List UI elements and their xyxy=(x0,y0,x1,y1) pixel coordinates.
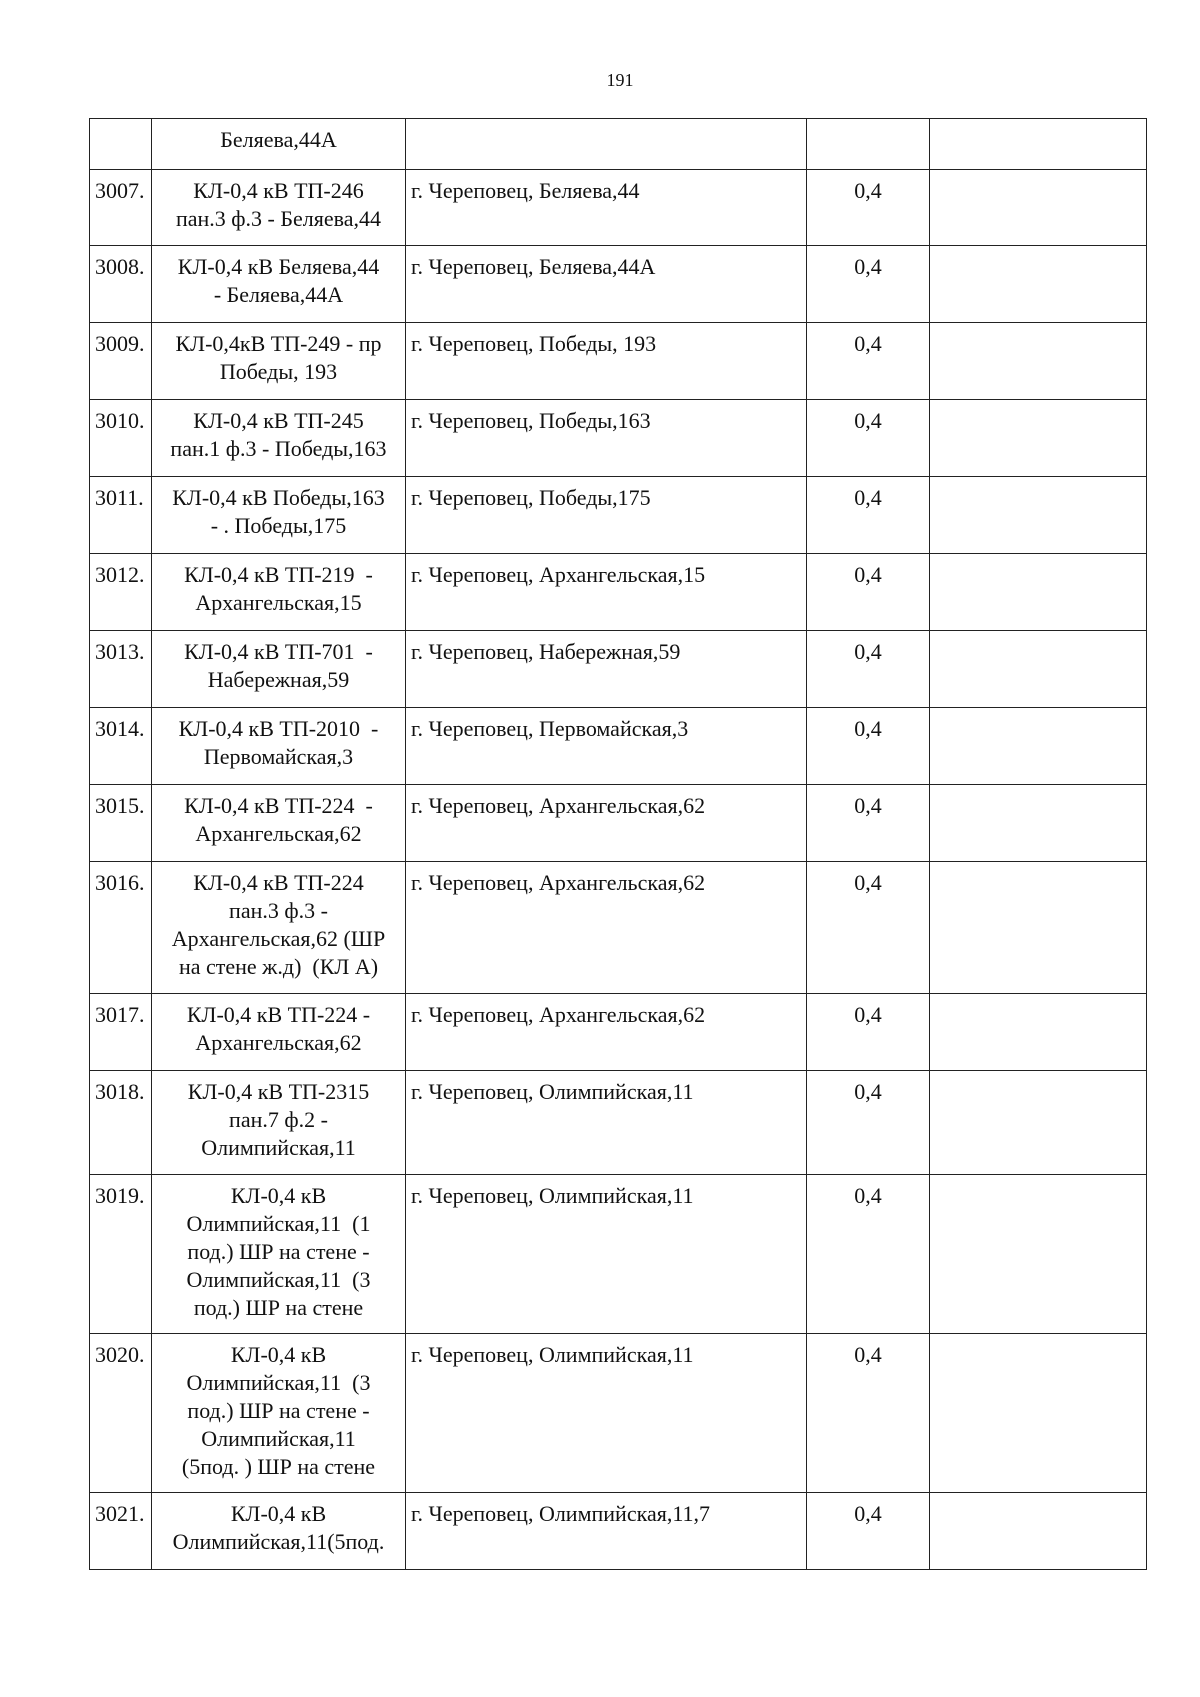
row-number-text: 3019. xyxy=(95,1183,145,1208)
row-number-cell xyxy=(90,1071,152,1175)
line-name-cell xyxy=(152,631,406,708)
address-cell xyxy=(406,785,807,862)
address-text: г. Череповец, Олимпийская,11,7 xyxy=(411,1501,711,1526)
row-number-cell xyxy=(90,170,152,246)
row-number-text: 3018. xyxy=(95,1079,145,1104)
voltage-text: 0,4 xyxy=(854,331,882,356)
table-row xyxy=(90,1334,1147,1493)
voltage-text: 0,4 xyxy=(854,562,882,587)
voltage-cell xyxy=(807,477,930,554)
voltage-text: 0,4 xyxy=(854,639,882,664)
address-text: г. Череповец, Победы,175 xyxy=(411,485,651,510)
voltage-text: 0,4 xyxy=(854,870,882,895)
address-cell xyxy=(406,1175,807,1334)
row-number-text: 3015. xyxy=(95,793,145,818)
voltage-cell xyxy=(807,400,930,477)
extra-cell xyxy=(930,170,1147,246)
address-text: г. Череповец, Первомайская,3 xyxy=(411,716,689,741)
extra-cell xyxy=(930,554,1147,631)
row-number-text: 3013. xyxy=(95,639,145,664)
voltage-cell xyxy=(807,1334,930,1493)
line-name-text: КЛ-0,4 кВ Беляева,44 - Беляева,44А xyxy=(177,254,380,307)
row-number-text: 3014. xyxy=(95,716,145,741)
table-row xyxy=(90,1071,1147,1175)
line-name-text: КЛ-0,4 кВ ТП-224 - Архангельская,62 xyxy=(184,793,373,846)
voltage-text: 0,4 xyxy=(854,1079,882,1104)
table-row xyxy=(90,400,1147,477)
extra-cell xyxy=(930,708,1147,785)
extra-cell xyxy=(930,1493,1147,1570)
line-name-cell xyxy=(152,785,406,862)
table-row xyxy=(90,631,1147,708)
address-cell xyxy=(406,323,807,400)
table-row xyxy=(90,708,1147,785)
line-name-cell xyxy=(152,119,406,170)
line-name-cell xyxy=(152,708,406,785)
line-name-cell xyxy=(152,1071,406,1175)
voltage-cell xyxy=(807,1493,930,1570)
row-number-cell xyxy=(90,1334,152,1493)
address-text: г. Череповец, Олимпийская,11 xyxy=(411,1342,694,1367)
extra-cell xyxy=(930,400,1147,477)
table-body xyxy=(90,119,1147,1570)
extra-cell xyxy=(930,631,1147,708)
voltage-text: 0,4 xyxy=(854,254,882,279)
voltage-cell xyxy=(807,1071,930,1175)
extra-cell xyxy=(930,477,1147,554)
line-name-text: КЛ-0,4 кВ ТП-2010 - Первомайская,3 xyxy=(178,716,379,769)
voltage-cell xyxy=(807,119,930,170)
row-number-text: 3016. xyxy=(95,870,145,895)
address-text: г. Череповец, Архангельская,15 xyxy=(411,562,706,587)
line-name-text: КЛ-0,4 кВ ТП-224 пан.3 ф.3 - Архангельская,62 (ШР на стене ж.д) (КЛ А) xyxy=(171,870,386,979)
address-cell xyxy=(406,119,807,170)
address-text: г. Череповец, Олимпийская,11 xyxy=(411,1183,694,1208)
row-number-cell xyxy=(90,631,152,708)
voltage-text: 0,4 xyxy=(854,178,882,203)
line-name-text: КЛ-0,4 кВ ТП-219 - Архангельская,15 xyxy=(184,562,373,615)
table-row xyxy=(90,785,1147,862)
row-number-cell xyxy=(90,785,152,862)
voltage-text: 0,4 xyxy=(854,716,882,741)
line-name-cell xyxy=(152,477,406,554)
address-cell xyxy=(406,400,807,477)
table-row xyxy=(90,246,1147,323)
row-number-text: 3008. xyxy=(95,254,145,279)
extra-cell xyxy=(930,246,1147,323)
row-number-text: 3017. xyxy=(95,1002,145,1027)
table-row xyxy=(90,119,1147,170)
table-row xyxy=(90,994,1147,1071)
line-name-cell xyxy=(152,1175,406,1334)
extra-cell xyxy=(930,1071,1147,1175)
row-number-text: 3010. xyxy=(95,408,145,433)
row-number-cell xyxy=(90,994,152,1071)
extra-cell xyxy=(930,323,1147,400)
table-row xyxy=(90,323,1147,400)
row-number-cell xyxy=(90,708,152,785)
row-number-text: 3011. xyxy=(95,485,144,510)
voltage-text: 0,4 xyxy=(854,793,882,818)
row-number-cell xyxy=(90,554,152,631)
address-text: г. Череповец, Архангельская,62 xyxy=(411,1002,706,1027)
line-name-text: КЛ-0,4 кВ ТП-245 пан.1 ф.3 - Победы,163 xyxy=(170,408,387,461)
table-row xyxy=(90,862,1147,994)
line-name-cell xyxy=(152,862,406,994)
address-cell xyxy=(406,862,807,994)
row-number-cell xyxy=(90,246,152,323)
row-number-text: 3007. xyxy=(95,178,145,203)
line-name-text: Беляева,44А xyxy=(220,127,337,152)
line-name-text: КЛ-0,4 кВ ТП-2315 пан.7 ф.2 - Олимпийская,11 xyxy=(187,1079,370,1160)
address-cell xyxy=(406,1334,807,1493)
address-text: г. Череповец, Беляева,44А xyxy=(411,254,656,279)
voltage-cell xyxy=(807,862,930,994)
line-name-cell xyxy=(152,994,406,1071)
line-name-cell xyxy=(152,554,406,631)
address-text: г. Череповец, Беляева,44 xyxy=(411,178,640,203)
voltage-cell xyxy=(807,631,930,708)
line-name-cell xyxy=(152,170,406,246)
table-row xyxy=(90,1493,1147,1570)
voltage-cell xyxy=(807,323,930,400)
row-number-cell xyxy=(90,400,152,477)
voltage-text: 0,4 xyxy=(854,1002,882,1027)
line-name-cell xyxy=(152,1334,406,1493)
voltage-cell xyxy=(807,554,930,631)
address-cell xyxy=(406,708,807,785)
line-name-cell xyxy=(152,246,406,323)
extra-cell xyxy=(930,994,1147,1071)
row-number-cell xyxy=(90,323,152,400)
cable-lines-table xyxy=(89,118,1147,1570)
table-row xyxy=(90,1175,1147,1334)
line-name-cell xyxy=(152,323,406,400)
line-name-text: КЛ-0,4 кВ Победы,163 - . Победы,175 xyxy=(172,485,385,538)
address-text: г. Череповец, Набережная,59 xyxy=(411,639,681,664)
row-number-text: 3009. xyxy=(95,331,145,356)
line-name-text: КЛ-0,4 кВ Олимпийская,11(5под. xyxy=(172,1501,385,1554)
extra-cell xyxy=(930,785,1147,862)
voltage-text: 0,4 xyxy=(854,1501,882,1526)
row-number-text: 3020. xyxy=(95,1342,145,1367)
address-cell xyxy=(406,477,807,554)
voltage-cell xyxy=(807,708,930,785)
line-name-text: КЛ-0,4 кВ Олимпийская,11 (1 под.) ШР на стене - Олимпийская,11 (3 под.) ШР на стене xyxy=(186,1183,371,1320)
extra-cell xyxy=(930,1175,1147,1334)
extra-cell xyxy=(930,119,1147,170)
voltage-text: 0,4 xyxy=(854,1342,882,1367)
line-name-cell xyxy=(152,1493,406,1570)
table-row xyxy=(90,170,1147,246)
row-number-cell xyxy=(90,1493,152,1570)
page-number: 191 xyxy=(606,70,634,90)
line-name-text: КЛ-0,4 кВ ТП-246 пан.3 ф.3 - Беляева,44 xyxy=(175,178,381,231)
address-cell xyxy=(406,1071,807,1175)
voltage-cell xyxy=(807,994,930,1071)
voltage-text: 0,4 xyxy=(854,1183,882,1208)
address-text: г. Череповец, Победы,163 xyxy=(411,408,651,433)
address-cell xyxy=(406,246,807,323)
row-number-cell xyxy=(90,119,152,170)
line-name-cell xyxy=(152,400,406,477)
voltage-cell xyxy=(807,170,930,246)
voltage-cell xyxy=(807,1175,930,1334)
row-number-text: 3021. xyxy=(95,1501,145,1526)
voltage-text: 0,4 xyxy=(854,408,882,433)
line-name-text: КЛ-0,4кВ ТП-249 - пр Победы, 193 xyxy=(175,331,382,384)
address-text: г. Череповец, Архангельская,62 xyxy=(411,870,706,895)
row-number-cell xyxy=(90,477,152,554)
voltage-cell xyxy=(807,785,930,862)
address-cell xyxy=(406,994,807,1071)
address-cell xyxy=(406,170,807,246)
extra-cell xyxy=(930,1334,1147,1493)
line-name-text: КЛ-0,4 кВ ТП-224 - Архангельская,62 xyxy=(186,1002,371,1055)
voltage-cell xyxy=(807,246,930,323)
address-text: г. Череповец, Архангельская,62 xyxy=(411,793,706,818)
extra-cell xyxy=(930,862,1147,994)
row-number-text: 3012. xyxy=(95,562,145,587)
line-name-text: КЛ-0,4 кВ Олимпийская,11 (3 под.) ШР на стене - Олимпийская,11 (5под. ) ШР на стене xyxy=(181,1342,376,1479)
row-number-cell xyxy=(90,862,152,994)
line-name-text: КЛ-0,4 кВ ТП-701 - Набережная,59 xyxy=(184,639,373,692)
address-text: г. Череповец, Победы, 193 xyxy=(411,331,657,356)
table-row xyxy=(90,554,1147,631)
address-cell xyxy=(406,631,807,708)
address-cell xyxy=(406,1493,807,1570)
address-cell xyxy=(406,554,807,631)
voltage-text: 0,4 xyxy=(854,485,882,510)
address-text: г. Череповец, Олимпийская,11 xyxy=(411,1079,694,1104)
row-number-cell xyxy=(90,1175,152,1334)
table-row xyxy=(90,477,1147,554)
